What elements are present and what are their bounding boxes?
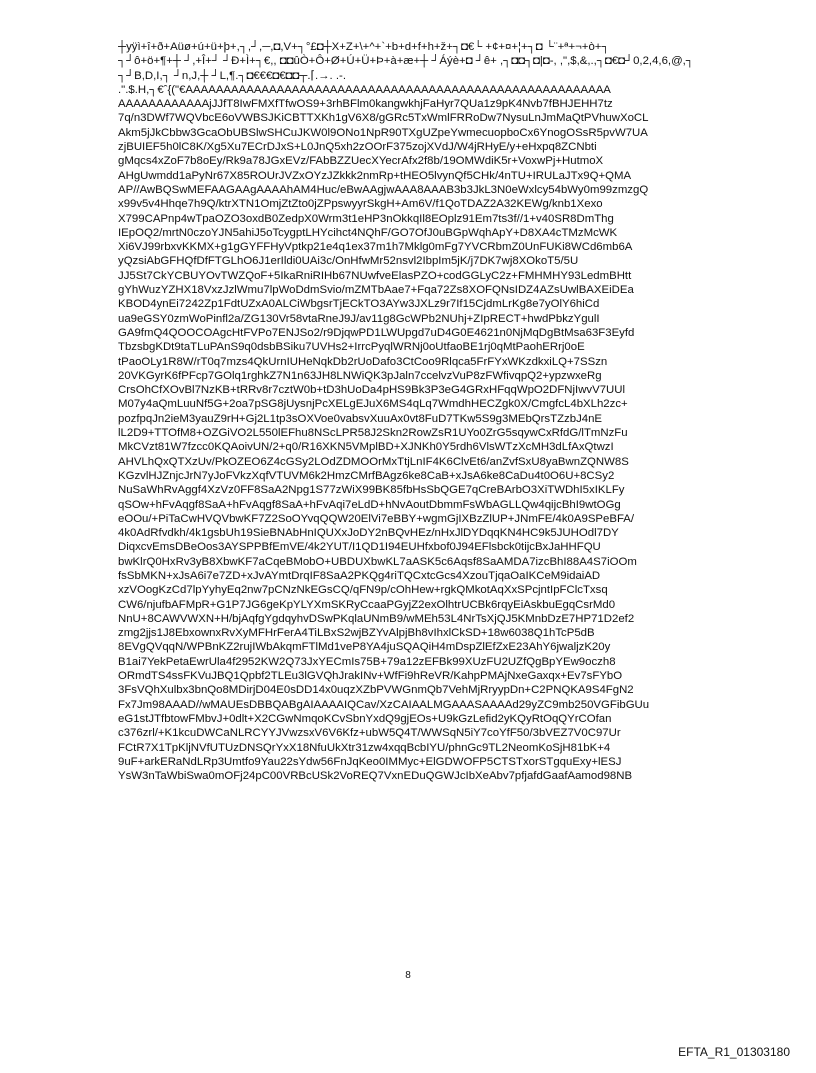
text-line: NnU+8CAWVWXN+H/bjAqfgYgdqyhvDSwPKqlaUNmB9/wMEh53L4NrTsXjQJ5KMnbDzE7HP71D2ef2 (118, 612, 635, 625)
text-line: Fx7Jm98AAAD//wMAUEsDBBQABgAIAAAAIQCav/XzCAIAALMGAAASAAAAd29yZC9mb250VGFibGUu (118, 698, 650, 711)
text-line: 4k0AdRfvdkh/4k1gsbUh19SieBNAbHnIQUXxJoDY2nBQvHEz/nHxJlDYDqqKN4HC9k5JUHOdl7DY (118, 527, 619, 540)
text-line: Akm5jJkCbbw3GcaObUBSlwSHCuJKW0l9ONo1NpR90TXgUZpeYwmecuopboCx6YnogOSsR5pvW7UA (118, 126, 648, 139)
document-id: EFTA_R1_01303180 (678, 1045, 790, 1059)
text-line: 3FsVQhXulbx3bnQo8MDirjD04E0sDD14x0uqzXZbPVWGnmQb7VehMjRryypDn+C2PNQKA9S4FgN2 (118, 684, 634, 697)
text-line: 9uF+arkERaNdLRp3Umtfo9Yau22sYdw56FnJqKeo0IMMyc+ElGDWOFP5CTSTxorSTgquExy+lESJ (118, 755, 622, 768)
text-line: YsW3nTaWbiSwa0mOFj24pC00VRBcUSk2VoREQ7VxnEDuQGWJcIbXeAbv7pfjafdGaafAamod98NB (118, 770, 633, 783)
text-line: AP//AwBQSwMEFAAGAAgAAAAhAM4Huc/eBwAAgjwAAA8AAAB3b3JkL3N0eWxlcy54bWy0m99zmzgQ (118, 183, 649, 196)
text-line: AHgUwmdd1aPyNr67X85ROUrJVZxOYzJZkkk2nmRp+tHEO5lvynQf5CHk/4nTU+IRULaJTx9Q+QMA (118, 169, 632, 182)
text-line: MkCVzt81W7fzcc0KQAoivUN/2+q0/R16XKN5VMplBD+XJNKh0Y5rdh6VlsWTzXcMH3dLfAxQtwzI (118, 441, 614, 454)
text-line: FCtR7X1TpKljNVfUTUzDNSQrYxX18NfuUkXtr31zw4xqqBcbIYU/phnGc9TL2NeomKoSjH81bK+4 (118, 741, 611, 754)
text-line: DiqxcvEmsDBeOos3AYSPPBfEmVE/4k2YUT/I1QD1I94EUHfxbof0J94EFlsbck0tijcBxJaHHFQU (118, 541, 601, 554)
text-line: KGzvlHJZnjcJrN7yJoFVkzXqfVTUVM6k2HmzCMrfBAgz6ke8CaB+xJsA6ke8CaDu4t0O6U+8CSy2 (118, 469, 615, 482)
text-line: fsSbMKN+xJsA6i7e7ZD+xJvAYmtDrqIF8SaA2PKQg4riTQCxtcGcs4XzouTjqaOaIKCeM9idaiAD (118, 569, 601, 582)
text-line: eOOu/+PiTaCwHVQVbwKF7Z2SoOYvqQQW20ElVi7eBBY+wgmGjIXBzZlUP+JNmFE/4k0A9SPeBFA/ (118, 512, 635, 525)
text-line: TbzsbgKDt9taTLuPAnS9q0dsbBSiku7UVHs2+IrrcPyqlWRNj0oUtfaoBE1rj0qMtPaohERrj0oE (118, 341, 585, 354)
text-line: NuSaWhRvAggf4XzVz0FF8SaA2Npg1S77zWiX99BK85fbHsSbQGE7qCreBArbO3XiTWDhI5xIKLFy (118, 484, 625, 497)
encoded-text-block (118, 40, 738, 783)
text-line: 20VKGyrK6fPFcp7GOlq1rghkZ7N1n63JH8LNWiQK3pJaln7ccelvzVuP8zFWfivqpQ2+ypzwxeRg (118, 369, 602, 382)
text-line: c376zrl/+K1kcuDWCaNLRCYYJVwzsxV6V6Kfz+ubW5Q4T/WWSqN5iY7coYfF50/3bVEZ7V0C97Ur (118, 727, 621, 740)
text-line: x99v5v4Hhqe7h9Q/ktrXTN1OmjZtZto0jZPpswyyrSkgH+Am6V/f1QoTDAZ2A32KEWg/knb1Xexo (118, 198, 603, 211)
text-line: Xi6VJ99rbxvKKMX+g1gGYFFHyVptkp21e4q1ex37m1h7Mklg0mFg7YVCRbmZ0UnFUKi8WCd6mb6A (118, 241, 633, 254)
text-line: ┐┘B,D,I,┐ ┘n,J,┼ ┘L,¶.┐◘€€€◘€◘◘┬.⌈.→. .-. (118, 69, 346, 82)
text-line: KBOD4ynEi7242Zp1FdtUZxA0ALCiWbgsrTjECkTO3AYw3JXLz9r7If15CjdmLrKg8e7yOlY6hiCd (118, 298, 600, 311)
text-line: .".$.H,┐€ˆ{("€AAAAAAAAAAAAAAAAAAAAAAAAAAAAAAAAAAAAAAAAAAAAAAAAAAAAAAAA (118, 83, 611, 96)
text-line: X799CAPnp4wTpaOZO3oxdB0ZedpX0Wrm3t1eHP3nOkkqIl8EOplz91Em7ts3f//1+v40SR8DmThg (118, 212, 614, 225)
text-line: zmg2jjs1J8EbxownxRvXyMFHrFerA4TiLBxS2wjBZYvAlpjBh8vIhxlCkSD+18w6038Q1hTcP5dB (118, 627, 595, 640)
text-line: lL2D9+TTOfM8+OZGiVO2L550lEFhu8NScLPR58J2Skn2RowZsR1UYo0ZrG5sqywCxRfdG/lTmNzFu (118, 427, 628, 440)
text-line: pozfpqJn2ieM3yauZ9rH+Gj2L1tp3sOXVoe0vabsvXuuAx0vt8FuD7TKw5S9g3MEbQrsTZzbJ4nE (118, 412, 603, 425)
text-line: ┐┘ô+ö+¶+┼ ┘,+Î+┘ ┘Ð+Ì+┐€,, ◘◘ûÒ+Ô+Ø+Ú+Ü+Þ+à+æ+┼ ┘Áýè+◘ ┘ê+ ,┐◘◘┐◘|◘-, ,",$,&,.,┐◘€◘┘0,2,4,6,@,┐ (118, 55, 694, 68)
text-line: 8EVgQVqqN/WPBnKZ2rujIWbAkqmFTlMd1veP8YA4juSQAQiH4mDspZlEfZxE23AhY6jwaljzK20y (118, 641, 611, 654)
text-line: qSOw+hFvAqgf8SaA+hFvAqgf8SaA+hFvAqi7eLdD+hNvAoutDbmmFsWbAGLLQw4qijcBhI9wtOGg (118, 498, 621, 511)
text-line: ORmdTS4ssFKVuJBQ1Qpbf2TLEu3lGVQhJrakINv+WfFi9hReVR/KahpPMAjNxeGaxqx+Ev7sFYbO (118, 670, 623, 683)
text-line: eG1stJTfbtowFMbvJ+0dlt+X2CGwNmqoKCvSbnYxdQ9gjEOs+U9kGzLefid2yKQyRtOqQYrCOfan (118, 712, 612, 725)
text-line: M07y4aQmLuuNf5G+2oa7pSG8jUysnjPcXELgEJuX6MS4qLq7WmdhHECZgk0X/CmgfcL4bXLh2zc+ (118, 398, 628, 411)
text-line: xzVOogKzCd7lpYyhyEq2nw7pCNzNkEGsCQ/qFN9p/cOhHew+rgkQMkotAqXxSPcjntIpFClcTxsq (118, 584, 608, 597)
text-line: gYhWuzYZHX18VxzJzlWmu7lpWoDdmSvio/mZMTbAae7+Fqa72Zs8XOFQNsIDZ4AZsUwlBAXEiDEa (118, 284, 634, 297)
text-line: bwKlrQ0HxRv3yB8XbwKF7aCqeBMobO+UBDUXbwKL7aASK5c6Aqsf8SaAMDA7izcBhI88A4S7iOOm (118, 555, 637, 568)
text-line: ┼yÿì+î+ð+Aüø+ú+ü+þ+,┐,┘,─,◘,V+┐°£◘┼X+Z+\+^+`+b+d+f+h+ž+┐◘€└ +¢+¤+¦+┐◘ └¨+ª+¬+ò+┐ (118, 41, 610, 53)
text-line: IEpOQ2/mrtN0czoYJN5ahiJ5oTcygptLHYcihct4NQhF/GO7OfJ0uBGpWqhApY+D8XA4cTMzMcWK (118, 226, 618, 239)
text-line: yQzsiAbGFHQfDfFTGLhO6J1erIldi0UAi3c/OnHfwMr52nsvl2IbpIm5jK/j7DK7wj8XOkoT5/5U (118, 255, 579, 268)
text-line: B1ai7YekPetaEwrUla4f2952KW2Q73JxYECmIs75B+79a12zEFBk99XUzFU2UZfQgBpYEw9oczh8 (118, 655, 616, 668)
page-number: 8 (405, 970, 411, 981)
text-line: AAAAAAAAAAAAjJJfT8IwFMXfTfwOS9+3rhBFlm0kangwkhjFaHyr7QUa1z9pK4Nvb7fBHJEHH7tz (118, 98, 613, 111)
text-line: ua9eGSY0zmWoPinfl2a/ZG130Vr58vtaRneJ9J/av11g8GcWPb2NUhj+ZIpRECT+hwdPbkzYgulI (118, 312, 600, 325)
text-line: JJ5St7CkYCBUYOvTWZQoF+5IkaRniRIHb67NUwfveElasPZO+codGGLyC2z+FMHMHY93LedmBHtt (118, 269, 632, 282)
text-line: AHVLhQxQTXzUv/PkOZEO6Z4cGSy2LOdZDMOOrMxTtjLnIF4K6ClvEt6/anZvfSxU8yaBwnZQNW8S (118, 455, 629, 468)
text-line: CW6/njufbAFMpR+G1P7JG6geKpYLYXmSKRyCcaaPGyjZ2exOlhtrUCBk6rqyEiAskbuEgqCsrMd0 (118, 598, 616, 611)
text-line: CrsOhCfXOvBl7NzKB+tRRv8r7cztW0b+tD3hUoDa4pHS9Bk3P3eG4GRxHFqqWpO2DFNjIwvV7UUl (118, 384, 626, 397)
text-line: gMqcs4xZoF7b8oEy/Rk9a78JGxEVz/FAbBZZUecXYecrAfx2f8b/19OMWdiK5r+VoxwPj+HutmoX (118, 155, 604, 168)
text-line: zjBUIEF5h0lC8K/Xg5Xu7ECrDJxS+L0JnQ5xh2zOOrF375zojXVdJ/W4jRHyE/y+eHxpq8ZCNbti (118, 141, 597, 154)
text-line: 7q/n3DWf7WQVbcE6oVWBSJKiCBTTXKh1gV6X8/gGRc5TxWmlFRRoDw7NysuLnJmMaQtPVhuwXoCL (118, 112, 649, 125)
text-line: GA9fmQ4QOOCOAgcHtFVPo7ENJSo2/r9DjqwPD1LWUpgd7uD4G0E4621n0NjMqDgBtMsa63F3Eyfd (118, 326, 635, 339)
text-line: tPaoOLy1R8W/rT0q7mzs4QkUrnIUHeNqkDb2rUoDafo3CtCoo9Rlqca5FrFYxWKzdkxiLQ+7SSzn (118, 355, 608, 368)
